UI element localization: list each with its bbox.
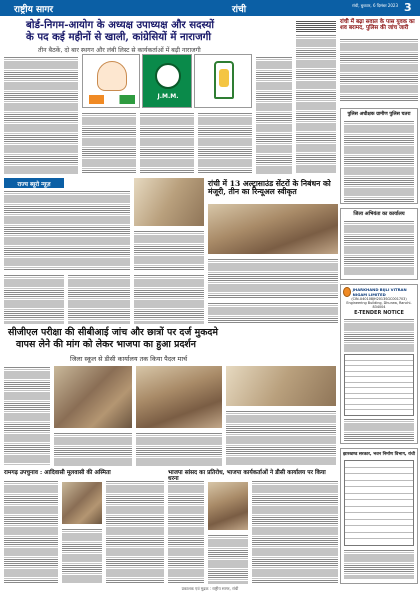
govt-notice [340,448,418,584]
side-brief-headline [296,20,336,32]
protest-photo-2 [136,366,222,428]
tender-subtitle: (CIN-U40108JH2013SGC001703) [351,297,407,301]
mid-strip-col-1 [4,274,64,324]
bottom-left-col-1 [4,480,58,584]
bottom-left-col-3 [106,480,164,584]
bottom-lead-headline-line1: सीजीएल परीक्षा की सीबीआई जांच और छात्रों पर दर्ज मुकदमे [8,327,219,338]
tender-notice [340,284,418,444]
right-top-headline: रांची में बढ़ा सवाल के पास युवक का शव बरामद, पुलिस की जांच जारी [340,19,415,32]
notice-engineer-body [344,220,414,276]
ultrasound-body [208,258,338,298]
tender-footer-text [344,418,414,442]
section-box-title: राज्य ब्यूरो न्यूज़ [4,178,64,188]
lead-headline-line2: के पद कई महीनों से खाली, कांग्रेसियों में नाराजगी [26,31,212,43]
footer-imprint: प्रकाशक एवं मुद्रक : राष्ट्रीय सागर, रांची [181,586,239,591]
mid-strip-col-3 [134,274,204,324]
lead-body-column-2 [82,112,136,174]
jmm-logo [142,54,192,108]
mid-strip-col-4 [208,302,338,324]
masthead-city: रांची [232,5,247,15]
bottom-right-col-1 [168,480,204,584]
bottom-left-headline: रामगढ़ उपचुनाव : आदिवासी मूलवासी की अस्मिता [4,470,111,476]
congress-logo [82,54,140,108]
tender-office: Engineering Building, Dhurwa, Ranchi-834004 [346,301,412,309]
bottom-lead-body-col-1 [4,366,50,466]
notice-police-title: पुलिस अधीक्षक ग्रामीण पुलिस चतरा [347,112,411,117]
bottom-right-portrait [208,482,248,530]
bottom-lead-body-col-3 [136,432,222,466]
lead-headline-line1: बोर्ड-निगम-आयोग के अध्यक्ष उपाध्यक्ष और सदस्यों [26,19,215,31]
tender-intro [344,318,414,352]
lead-body-column-5 [256,56,292,174]
bottom-lead-headline-line2: वापस लेने की मांग को लेकर भाजपा का हुआ प्रदर्शन [16,339,197,350]
bottom-lead-body-col-4 [226,410,336,466]
masthead-title: राष्ट्रीय सागर [14,5,54,15]
notice-police [340,108,418,204]
lead-subhead: तीन बैठकें, दो बार स्थगन और लंबी लिस्ट से कार्यकर्ताओं में बढ़ी नाराजगी [38,47,201,54]
bottom-right-headline: भाजपा सांसद का प्रतिरोध, भाजपा कार्यकर्ताओं ने डीसी कार्यालय पर किया [168,470,326,476]
masthead-date: रांची, बुधवार, 6 दिसंबर 2023 [352,3,399,8]
tender-table [344,354,414,416]
bottom-left-portrait [62,482,102,524]
tender-company: JHARKHAND BIJLI VITRAN NIGAM LIMITED [352,287,407,297]
ultrasound-photo [208,204,338,254]
section-photo-caption [134,230,204,270]
jmm-logo-label: J.M.M. [157,93,179,100]
side-brief-body [296,34,336,174]
lead-body-column-4 [198,112,252,174]
govt-notice-table [344,460,414,546]
lantern-logo [194,54,252,108]
tender-notice-label: E-TENDER NOTICE [354,310,404,316]
bottom-lead-body-col-2 [54,432,132,466]
govt-notice-body [344,549,414,579]
page-number: 3 [404,1,412,14]
protest-photo-3 [226,366,336,406]
section-box-body [4,190,130,270]
lead-body-column-3 [140,112,194,174]
notice-engineer [340,208,418,280]
govt-notice-title: झारखण्ड सरकार, भवन निर्माण विभाग, रांची [343,452,415,457]
bottom-lead-subhead: जिला स्कूल से डीसी कार्यालय तक किया पैदल मार्च [70,355,188,363]
notice-engineer-title: जिला अभियंता का कार्यालय [353,211,405,217]
section-photo [134,178,204,226]
notice-police-body [344,120,414,202]
bottom-right-col-2 [208,534,248,584]
jbvnl-logo-icon [343,287,351,297]
lead-body-column-1 [4,56,78,174]
right-top-body [340,38,418,102]
bottom-left-col-2 [62,528,102,584]
mid-strip-col-2 [68,274,130,324]
protest-photo-1 [54,366,132,428]
bottom-right-col-3 [252,480,338,584]
ultrasound-headline: रांची में 13 अल्ट्रासाउंड सेंटरों के निबंधन को मंजूरी, तीन का रिन्यूअल स्वीकृत [208,179,331,197]
